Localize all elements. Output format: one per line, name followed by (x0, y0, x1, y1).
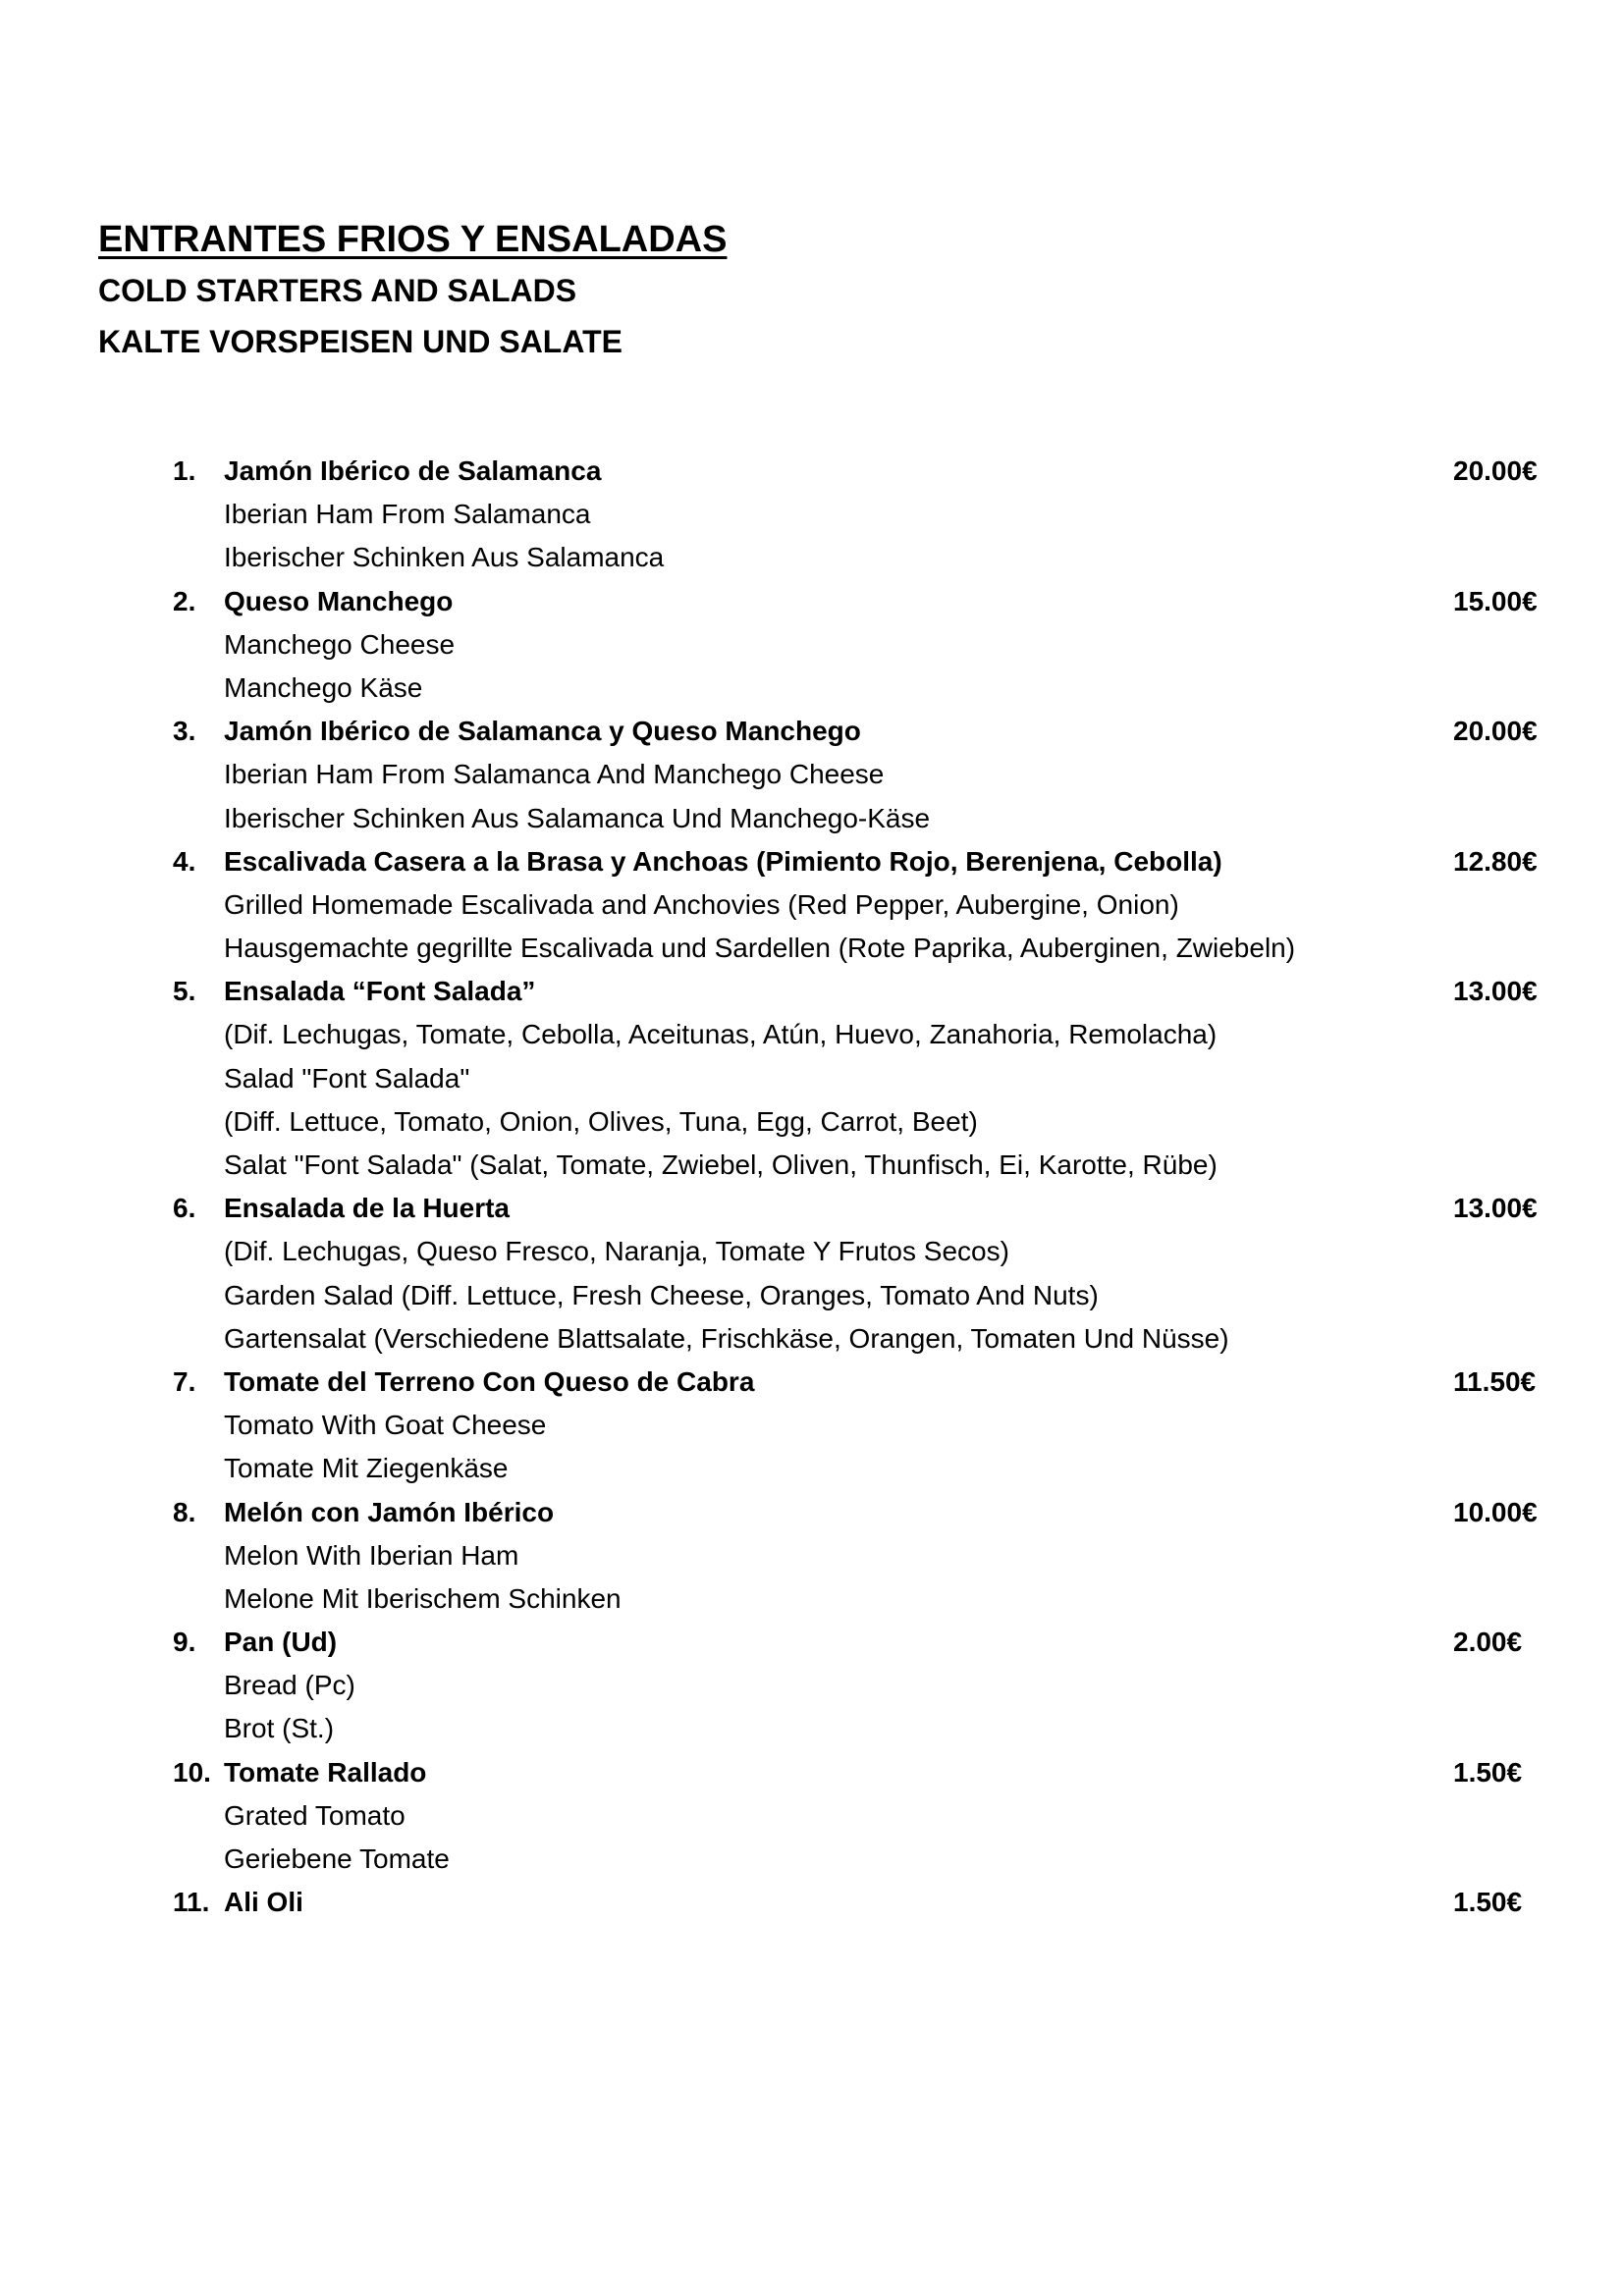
menu-item-name: Ali Oli (224, 1887, 303, 1918)
menu-item-description: (Diff. Lettuce, Tomato, Onion, Olives, Tuna, Egg, Carrot, Beet) (224, 1105, 978, 1137)
menu-item-description: Manchego Cheese (224, 628, 456, 660)
menu-item-price: 12.80€ (1453, 845, 1538, 877)
menu-item-name: Ensalada “Font Salada” (224, 976, 536, 1007)
menu-item-main-row (173, 710, 1547, 753)
menu-item-description-row (173, 1230, 1547, 1273)
menu-item-main-row (173, 450, 1547, 493)
menu-item-description: (Dif. Lechugas, Queso Fresco, Naranja, Tomate Y Frutos Secos) (224, 1236, 1009, 1267)
menu-item-name: Tomate Rallado (224, 1756, 427, 1788)
menu-item-description: (Dif. Lechugas, Tomate, Cebolla, Aceitunas, Atún, Huevo, Zanahoria, Remolacha) (224, 1019, 1218, 1050)
menu-item (173, 1881, 1547, 1924)
menu-item-name: Escalivada Casera a la Brasa y Anchoas (Pimiento Rojo, Berenjena, Cebolla) (224, 845, 1222, 877)
menu-item-description-row (173, 1664, 1547, 1707)
menu-item-name: Tomate del Terreno Con Queso de Cabra (224, 1365, 755, 1397)
menu-item-price: 20.00€ (1453, 716, 1538, 747)
menu-item-description-row (173, 493, 1547, 536)
menu-item-name: Jamón Ibérico de Salamanca y Queso Manchego (224, 716, 861, 747)
menu-item-number: 8. (173, 1496, 196, 1527)
menu-item-name: Ensalada de la Huerta (224, 1193, 511, 1224)
menu-item-description: Bread (Pc) (224, 1670, 355, 1701)
section-title: ENTRANTES FRIOS Y ENSALADAS (98, 219, 728, 260)
menu-item-price: 13.00€ (1453, 1193, 1538, 1224)
menu-item-name: Melón con Jamón Ibérico (224, 1496, 555, 1527)
menu-item (173, 710, 1547, 840)
menu-item-description: Tomato With Goat Cheese (224, 1410, 547, 1441)
menu-item-description: Iberian Ham From Salamanca (224, 499, 591, 530)
menu-item-description-row (173, 1404, 1547, 1447)
menu-item-description-row (173, 1447, 1547, 1490)
menu-item-description: Melon With Iberian Ham (224, 1539, 519, 1571)
menu-item-number: 10. (173, 1756, 211, 1788)
menu-item-number: 11. (173, 1887, 210, 1918)
menu-item-description-row (173, 1057, 1547, 1100)
menu-item-description: Grilled Homemade Escalivada and Anchovies (Red Pepper, Aubergine, Onion) (224, 888, 1179, 920)
menu-item-price: 2.00€ (1453, 1627, 1523, 1658)
menu-item-description-row (173, 1317, 1547, 1361)
menu-item-description: Grated Tomato (224, 1799, 406, 1831)
menu-item-main-row (173, 1621, 1547, 1664)
menu-item-main-row (173, 1881, 1547, 1924)
menu-item (173, 970, 1547, 1187)
menu-item-description-row (173, 1577, 1547, 1621)
menu-item-main-row (173, 970, 1547, 1013)
menu-item-price: 1.50€ (1453, 1756, 1523, 1788)
menu-item (173, 1491, 1547, 1622)
menu-item-description-row (173, 1013, 1547, 1056)
menu-item-number: 1. (173, 455, 196, 486)
menu-item (173, 840, 1547, 971)
menu-item-description-row (173, 1100, 1547, 1144)
menu-item-description-row (173, 536, 1547, 579)
menu-item-name: Pan (Ud) (224, 1627, 338, 1658)
menu-item-number: 5. (173, 976, 196, 1007)
menu-item-price: 10.00€ (1453, 1496, 1538, 1527)
menu-item-description: Garden Salad (Diff. Lettuce, Fresh Cheese, Oranges, Tomato And Nuts) (224, 1279, 1099, 1310)
menu-item-name: Jamón Ibérico de Salamanca (224, 455, 602, 486)
menu-item (173, 1187, 1547, 1361)
menu-item-number: 7. (173, 1365, 196, 1397)
menu-item-main-row (173, 840, 1547, 883)
menu-item-price: 15.00€ (1453, 585, 1538, 616)
menu-item-number: 9. (173, 1627, 196, 1658)
menu-item-description: Iberischer Schinken Aus Salamanca (224, 542, 665, 573)
section-subtitle-german: KALTE VORSPEISEN UND SALATE (98, 324, 623, 359)
menu-item-description-row (173, 753, 1547, 796)
menu-item-description: Geriebene Tomate (224, 1843, 450, 1874)
menu-item-description-row (173, 623, 1547, 667)
menu-item-price: 11.50€ (1453, 1365, 1537, 1397)
menu-item-description: Iberian Ham From Salamanca And Manchego Cheese (224, 759, 885, 790)
menu-item-description-row (173, 1274, 1547, 1317)
menu-item (173, 450, 1547, 580)
menu-item-description-row (173, 1794, 1547, 1838)
menu-item-description-row (173, 927, 1547, 970)
menu-list (173, 450, 1547, 1924)
menu-item-description-row (173, 667, 1547, 710)
menu-item-description: Salat "Font Salada" (Salat, Tomate, Zwiebel, Oliven, Thunfisch, Ei, Karotte, Rübe) (224, 1149, 1218, 1180)
menu-item-price: 13.00€ (1453, 976, 1538, 1007)
menu-item-description-row (173, 1838, 1547, 1881)
menu-item-description: Gartensalat (Verschiedene Blattsalate, Frischkäse, Orangen, Tomaten Und Nüsse) (224, 1322, 1229, 1354)
menu-item-price: 20.00€ (1453, 455, 1538, 486)
menu-item-number: 6. (173, 1193, 196, 1224)
menu-item-main-row (173, 1187, 1547, 1230)
menu-item-name: Queso Manchego (224, 585, 454, 616)
menu-item-description: Manchego Käse (224, 671, 423, 703)
menu-item-description: Melone Mit Iberischem Schinken (224, 1582, 622, 1614)
menu-item (173, 1361, 1547, 1491)
menu-item-description: Iberischer Schinken Aus Salamanca Und Manchego-Käse (224, 802, 931, 833)
menu-item-main-row (173, 1751, 1547, 1794)
menu-item-price: 1.50€ (1453, 1887, 1523, 1918)
menu-item-description: Hausgemachte gegrillte Escalivada und Sardellen (Rote Paprika, Auberginen, Zwiebeln) (224, 933, 1296, 964)
menu-item-description-row (173, 883, 1547, 927)
menu-item-number: 3. (173, 716, 196, 747)
menu-item-description-row (173, 1534, 1547, 1577)
menu-header (98, 214, 727, 367)
section-subtitle-english: COLD STARTERS AND SALADS (98, 273, 577, 308)
menu-item-description: Salad "Font Salada" (224, 1062, 470, 1094)
menu-item (173, 580, 1547, 711)
menu-item-description: Tomate Mit Ziegenkäse (224, 1453, 509, 1484)
menu-item-description-row (173, 797, 1547, 840)
menu-item (173, 1621, 1547, 1751)
menu-item (173, 1751, 1547, 1882)
menu-item-main-row (173, 1361, 1547, 1404)
menu-item-description-row (173, 1707, 1547, 1750)
menu-item-description: Brot (St.) (224, 1713, 335, 1744)
menu-item-description-row (173, 1144, 1547, 1187)
menu-item-number: 4. (173, 845, 196, 877)
menu-item-main-row (173, 1491, 1547, 1534)
menu-item-main-row (173, 580, 1547, 623)
menu-item-number: 2. (173, 585, 196, 616)
